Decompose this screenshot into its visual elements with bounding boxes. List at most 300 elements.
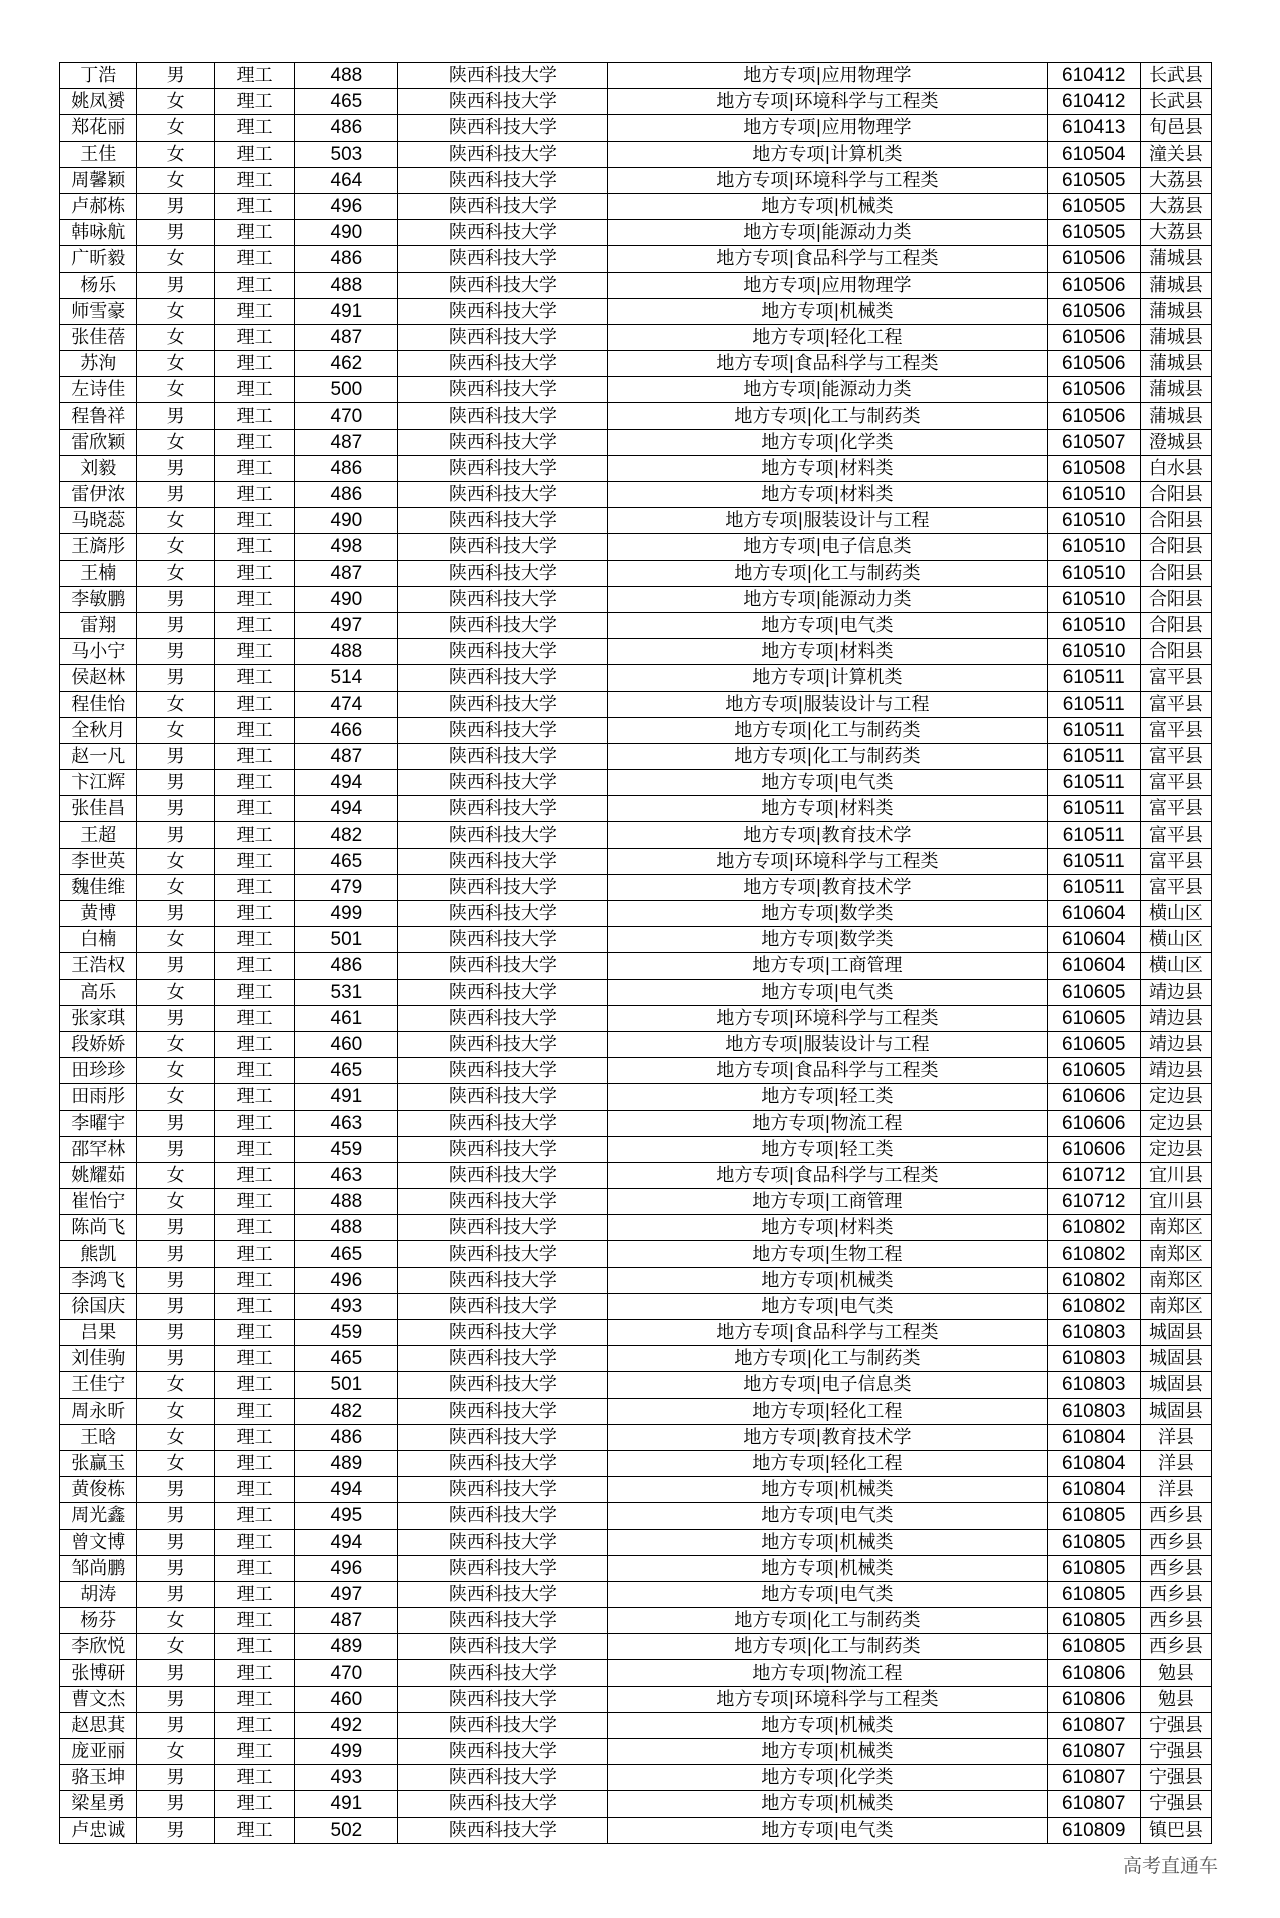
name-cell: 李曜宇 [60,1110,137,1136]
name-cell: 程佳怡 [60,691,137,717]
code-cell: 610505 [1047,193,1140,219]
university-cell: 陕西科技大学 [398,770,608,796]
score-cell: 499 [295,901,398,927]
admission-table [59,62,1212,1844]
score-cell: 496 [295,1555,398,1581]
gender-cell: 女 [137,691,214,717]
major-cell: 地方专项|环境科学与工程类 [608,1005,1047,1031]
code-cell: 610712 [1047,1189,1140,1215]
gender-cell: 女 [137,534,214,560]
county-cell: 横山区 [1140,927,1211,953]
category-cell: 理工 [214,691,295,717]
code-cell: 610804 [1047,1450,1140,1476]
county-cell: 勉县 [1140,1660,1211,1686]
county-cell: 定边县 [1140,1136,1211,1162]
gender-cell: 女 [137,979,214,1005]
major-cell: 地方专项|应用物理学 [608,63,1047,89]
category-cell: 理工 [214,63,295,89]
code-cell: 610604 [1047,901,1140,927]
category-cell: 理工 [214,1608,295,1634]
score-cell: 503 [295,141,398,167]
table-row [60,167,1212,193]
table-row [60,612,1212,638]
code-cell: 610805 [1047,1608,1140,1634]
name-cell: 刘毅 [60,455,137,481]
county-cell: 蒲城县 [1140,351,1211,377]
category-cell: 理工 [214,534,295,560]
major-cell: 地方专项|化工与制药类 [608,743,1047,769]
watermark: 高考直通车 [1122,1855,1218,1877]
gender-cell: 女 [137,167,214,193]
county-cell: 洋县 [1140,1424,1211,1450]
table-row [60,1110,1212,1136]
county-cell: 大荔县 [1140,167,1211,193]
code-cell: 610510 [1047,586,1140,612]
university-cell: 陕西科技大学 [398,1817,608,1843]
university-cell: 陕西科技大学 [398,1791,608,1817]
gender-cell: 男 [137,822,214,848]
university-cell: 陕西科技大学 [398,1372,608,1398]
major-cell: 地方专项|材料类 [608,1215,1047,1241]
university-cell: 陕西科技大学 [398,246,608,272]
university-cell: 陕西科技大学 [398,1346,608,1372]
score-cell: 500 [295,377,398,403]
university-cell: 陕西科技大学 [398,482,608,508]
score-cell: 531 [295,979,398,1005]
name-cell: 丁浩 [60,63,137,89]
code-cell: 610412 [1047,89,1140,115]
category-cell: 理工 [214,1817,295,1843]
county-cell: 澄城县 [1140,429,1211,455]
category-cell: 理工 [214,1555,295,1581]
university-cell: 陕西科技大学 [398,351,608,377]
score-cell: 470 [295,403,398,429]
table-row [60,560,1212,586]
university-cell: 陕西科技大学 [398,743,608,769]
university-cell: 陕西科技大学 [398,848,608,874]
major-cell: 地方专项|数学类 [608,927,1047,953]
category-cell: 理工 [214,1765,295,1791]
table-row [60,89,1212,115]
name-cell: 王晗 [60,1424,137,1450]
table-row [60,1241,1212,1267]
university-cell: 陕西科技大学 [398,1215,608,1241]
name-cell: 周光鑫 [60,1503,137,1529]
name-cell: 高乐 [60,979,137,1005]
name-cell: 王旖彤 [60,534,137,560]
table-row [60,298,1212,324]
score-cell: 479 [295,874,398,900]
name-cell: 李欣悦 [60,1634,137,1660]
name-cell: 邹尚鹏 [60,1555,137,1581]
score-cell: 493 [295,1293,398,1319]
code-cell: 610507 [1047,429,1140,455]
major-cell: 地方专项|服装设计与工程 [608,691,1047,717]
major-cell: 地方专项|教育技术学 [608,874,1047,900]
county-cell: 蒲城县 [1140,246,1211,272]
university-cell: 陕西科技大学 [398,63,608,89]
major-cell: 地方专项|食品科学与工程类 [608,351,1047,377]
score-cell: 491 [295,1084,398,1110]
score-cell: 486 [295,1424,398,1450]
gender-cell: 女 [137,298,214,324]
score-cell: 499 [295,1739,398,1765]
code-cell: 610506 [1047,298,1140,324]
university-cell: 陕西科技大学 [398,89,608,115]
county-cell: 西乡县 [1140,1529,1211,1555]
code-cell: 610803 [1047,1398,1140,1424]
major-cell: 地方专项|材料类 [608,482,1047,508]
gender-cell: 女 [137,1424,214,1450]
major-cell: 地方专项|食品科学与工程类 [608,246,1047,272]
university-cell: 陕西科技大学 [398,586,608,612]
major-cell: 地方专项|材料类 [608,796,1047,822]
county-cell: 富平县 [1140,743,1211,769]
name-cell: 马小宁 [60,639,137,665]
name-cell: 黄博 [60,901,137,927]
name-cell: 王超 [60,822,137,848]
score-cell: 486 [295,246,398,272]
score-cell: 460 [295,1031,398,1057]
name-cell: 崔怡宁 [60,1189,137,1215]
category-cell: 理工 [214,1215,295,1241]
university-cell: 陕西科技大学 [398,534,608,560]
code-cell: 610412 [1047,63,1140,89]
county-cell: 旬邑县 [1140,115,1211,141]
table-row [60,901,1212,927]
county-cell: 勉县 [1140,1686,1211,1712]
county-cell: 合阳县 [1140,508,1211,534]
major-cell: 地方专项|工商管理 [608,953,1047,979]
table-row [60,1005,1212,1031]
county-cell: 蒲城县 [1140,298,1211,324]
score-cell: 465 [295,89,398,115]
university-cell: 陕西科技大学 [398,167,608,193]
gender-cell: 男 [137,901,214,927]
code-cell: 610511 [1047,874,1140,900]
gender-cell: 女 [137,1398,214,1424]
category-cell: 理工 [214,612,295,638]
score-cell: 494 [295,1529,398,1555]
table-row [60,1424,1212,1450]
table-row [60,586,1212,612]
code-cell: 610604 [1047,927,1140,953]
table-row [60,63,1212,89]
major-cell: 地方专项|化学类 [608,1765,1047,1791]
university-cell: 陕西科技大学 [398,298,608,324]
major-cell: 地方专项|工商管理 [608,1189,1047,1215]
name-cell: 李世英 [60,848,137,874]
major-cell: 地方专项|电气类 [608,979,1047,1005]
gender-cell: 男 [137,665,214,691]
gender-cell: 女 [137,1634,214,1660]
score-cell: 461 [295,1005,398,1031]
university-cell: 陕西科技大学 [398,403,608,429]
code-cell: 610605 [1047,1005,1140,1031]
table-row [60,351,1212,377]
county-cell: 镇巴县 [1140,1817,1211,1843]
score-cell: 486 [295,953,398,979]
category-cell: 理工 [214,89,295,115]
university-cell: 陕西科技大学 [398,822,608,848]
major-cell: 地方专项|能源动力类 [608,586,1047,612]
county-cell: 西乡县 [1140,1503,1211,1529]
county-cell: 定边县 [1140,1084,1211,1110]
category-cell: 理工 [214,167,295,193]
table-row [60,927,1212,953]
code-cell: 610511 [1047,717,1140,743]
major-cell: 地方专项|电气类 [608,1293,1047,1319]
name-cell: 雷欣颖 [60,429,137,455]
university-cell: 陕西科技大学 [398,1450,608,1476]
university-cell: 陕西科技大学 [398,141,608,167]
gender-cell: 女 [137,377,214,403]
university-cell: 陕西科技大学 [398,874,608,900]
major-cell: 地方专项|化工与制药类 [608,560,1047,586]
code-cell: 610505 [1047,220,1140,246]
code-cell: 610511 [1047,770,1140,796]
university-cell: 陕西科技大学 [398,953,608,979]
gender-cell: 女 [137,874,214,900]
table-row [60,1765,1212,1791]
table-row [60,1162,1212,1188]
category-cell: 理工 [214,1424,295,1450]
gender-cell: 男 [137,1581,214,1607]
county-cell: 富平县 [1140,717,1211,743]
score-cell: 486 [295,482,398,508]
code-cell: 610802 [1047,1267,1140,1293]
category-cell: 理工 [214,403,295,429]
score-cell: 488 [295,639,398,665]
code-cell: 610506 [1047,246,1140,272]
university-cell: 陕西科技大学 [398,901,608,927]
gender-cell: 男 [137,743,214,769]
major-cell: 地方专项|机械类 [608,1739,1047,1765]
table-row [60,324,1212,350]
university-cell: 陕西科技大学 [398,1293,608,1319]
major-cell: 地方专项|轻化工程 [608,324,1047,350]
table-body [60,63,1212,1844]
category-cell: 理工 [214,246,295,272]
table-row [60,1084,1212,1110]
category-cell: 理工 [214,1110,295,1136]
gender-cell: 女 [137,324,214,350]
university-cell: 陕西科技大学 [398,1581,608,1607]
score-cell: 490 [295,508,398,534]
major-cell: 地方专项|化学类 [608,429,1047,455]
score-cell: 487 [295,560,398,586]
gender-cell: 女 [137,1739,214,1765]
table-row [60,665,1212,691]
gender-cell: 女 [137,1031,214,1057]
name-cell: 卞江辉 [60,770,137,796]
score-cell: 464 [295,167,398,193]
name-cell: 李鸿飞 [60,1267,137,1293]
table-row [60,796,1212,822]
score-cell: 487 [295,429,398,455]
score-cell: 463 [295,1110,398,1136]
name-cell: 赵思萁 [60,1712,137,1738]
score-cell: 465 [295,1346,398,1372]
table-row [60,822,1212,848]
major-cell: 地方专项|电气类 [608,1503,1047,1529]
county-cell: 潼关县 [1140,141,1211,167]
university-cell: 陕西科技大学 [398,508,608,534]
score-cell: 491 [295,1791,398,1817]
major-cell: 地方专项|机械类 [608,1791,1047,1817]
table-row [60,979,1212,1005]
major-cell: 地方专项|食品科学与工程类 [608,1162,1047,1188]
category-cell: 理工 [214,770,295,796]
major-cell: 地方专项|数学类 [608,901,1047,927]
category-cell: 理工 [214,141,295,167]
score-cell: 486 [295,455,398,481]
score-cell: 491 [295,298,398,324]
name-cell: 魏佳维 [60,874,137,900]
category-cell: 理工 [214,1293,295,1319]
university-cell: 陕西科技大学 [398,639,608,665]
name-cell: 师雪豪 [60,298,137,324]
score-cell: 501 [295,1372,398,1398]
gender-cell: 女 [137,848,214,874]
score-cell: 489 [295,1634,398,1660]
gender-cell: 男 [137,1791,214,1817]
score-cell: 486 [295,115,398,141]
major-cell: 地方专项|环境科学与工程类 [608,167,1047,193]
category-cell: 理工 [214,1005,295,1031]
name-cell: 杨芬 [60,1608,137,1634]
major-cell: 地方专项|物流工程 [608,1110,1047,1136]
name-cell: 田雨彤 [60,1084,137,1110]
university-cell: 陕西科技大学 [398,1241,608,1267]
major-cell: 地方专项|能源动力类 [608,220,1047,246]
gender-cell: 女 [137,560,214,586]
major-cell: 地方专项|机械类 [608,1529,1047,1555]
major-cell: 地方专项|环境科学与工程类 [608,848,1047,874]
code-cell: 610806 [1047,1686,1140,1712]
table-row [60,1503,1212,1529]
name-cell: 赵一凡 [60,743,137,769]
code-cell: 610506 [1047,403,1140,429]
category-cell: 理工 [214,743,295,769]
gender-cell: 女 [137,89,214,115]
score-cell: 460 [295,1686,398,1712]
table-row [60,1189,1212,1215]
name-cell: 骆玉坤 [60,1765,137,1791]
gender-cell: 男 [137,1267,214,1293]
code-cell: 610511 [1047,796,1140,822]
code-cell: 610803 [1047,1320,1140,1346]
county-cell: 南郑区 [1140,1241,1211,1267]
table-row [60,193,1212,219]
table-row [60,1398,1212,1424]
table-row [60,639,1212,665]
code-cell: 610511 [1047,691,1140,717]
university-cell: 陕西科技大学 [398,272,608,298]
county-cell: 宁强县 [1140,1739,1211,1765]
gender-cell: 男 [137,586,214,612]
university-cell: 陕西科技大学 [398,1320,608,1346]
major-cell: 地方专项|化工与制药类 [608,1346,1047,1372]
category-cell: 理工 [214,953,295,979]
gender-cell: 男 [137,193,214,219]
major-cell: 地方专项|教育技术学 [608,1424,1047,1450]
university-cell: 陕西科技大学 [398,1031,608,1057]
major-cell: 地方专项|轻工类 [608,1136,1047,1162]
code-cell: 610804 [1047,1477,1140,1503]
code-cell: 610809 [1047,1817,1140,1843]
name-cell: 张博研 [60,1660,137,1686]
table-row [60,743,1212,769]
code-cell: 610804 [1047,1424,1140,1450]
table-row [60,1529,1212,1555]
county-cell: 宁强县 [1140,1712,1211,1738]
category-cell: 理工 [214,1031,295,1057]
gender-cell: 男 [137,953,214,979]
gender-cell: 男 [137,1817,214,1843]
score-cell: 488 [295,63,398,89]
gender-cell: 男 [137,220,214,246]
table-row [60,770,1212,796]
category-cell: 理工 [214,377,295,403]
name-cell: 曹文杰 [60,1686,137,1712]
code-cell: 610805 [1047,1634,1140,1660]
score-cell: 514 [295,665,398,691]
category-cell: 理工 [214,1372,295,1398]
county-cell: 合阳县 [1140,560,1211,586]
county-cell: 宁强县 [1140,1765,1211,1791]
table-row [60,429,1212,455]
category-cell: 理工 [214,351,295,377]
major-cell: 地方专项|教育技术学 [608,822,1047,848]
category-cell: 理工 [214,272,295,298]
gender-cell: 男 [137,1555,214,1581]
gender-cell: 男 [137,482,214,508]
major-cell: 地方专项|材料类 [608,455,1047,481]
category-cell: 理工 [214,115,295,141]
name-cell: 张佳昌 [60,796,137,822]
table-row [60,848,1212,874]
university-cell: 陕西科技大学 [398,1424,608,1450]
code-cell: 610511 [1047,665,1140,691]
gender-cell: 女 [137,1162,214,1188]
score-cell: 465 [295,1058,398,1084]
university-cell: 陕西科技大学 [398,1136,608,1162]
university-cell: 陕西科技大学 [398,193,608,219]
gender-cell: 男 [137,1005,214,1031]
name-cell: 雷伊浓 [60,482,137,508]
name-cell: 姚耀茹 [60,1162,137,1188]
code-cell: 610805 [1047,1555,1140,1581]
category-cell: 理工 [214,1712,295,1738]
name-cell: 张家琪 [60,1005,137,1031]
major-cell: 地方专项|机械类 [608,1267,1047,1293]
university-cell: 陕西科技大学 [398,429,608,455]
major-cell: 地方专项|食品科学与工程类 [608,1058,1047,1084]
category-cell: 理工 [214,927,295,953]
category-cell: 理工 [214,1686,295,1712]
university-cell: 陕西科技大学 [398,1529,608,1555]
table-row [60,141,1212,167]
county-cell: 宁强县 [1140,1791,1211,1817]
gender-cell: 女 [137,351,214,377]
name-cell: 杨乐 [60,272,137,298]
category-cell: 理工 [214,1634,295,1660]
score-cell: 490 [295,220,398,246]
category-cell: 理工 [214,901,295,927]
major-cell: 地方专项|化工与制药类 [608,403,1047,429]
code-cell: 610413 [1047,115,1140,141]
